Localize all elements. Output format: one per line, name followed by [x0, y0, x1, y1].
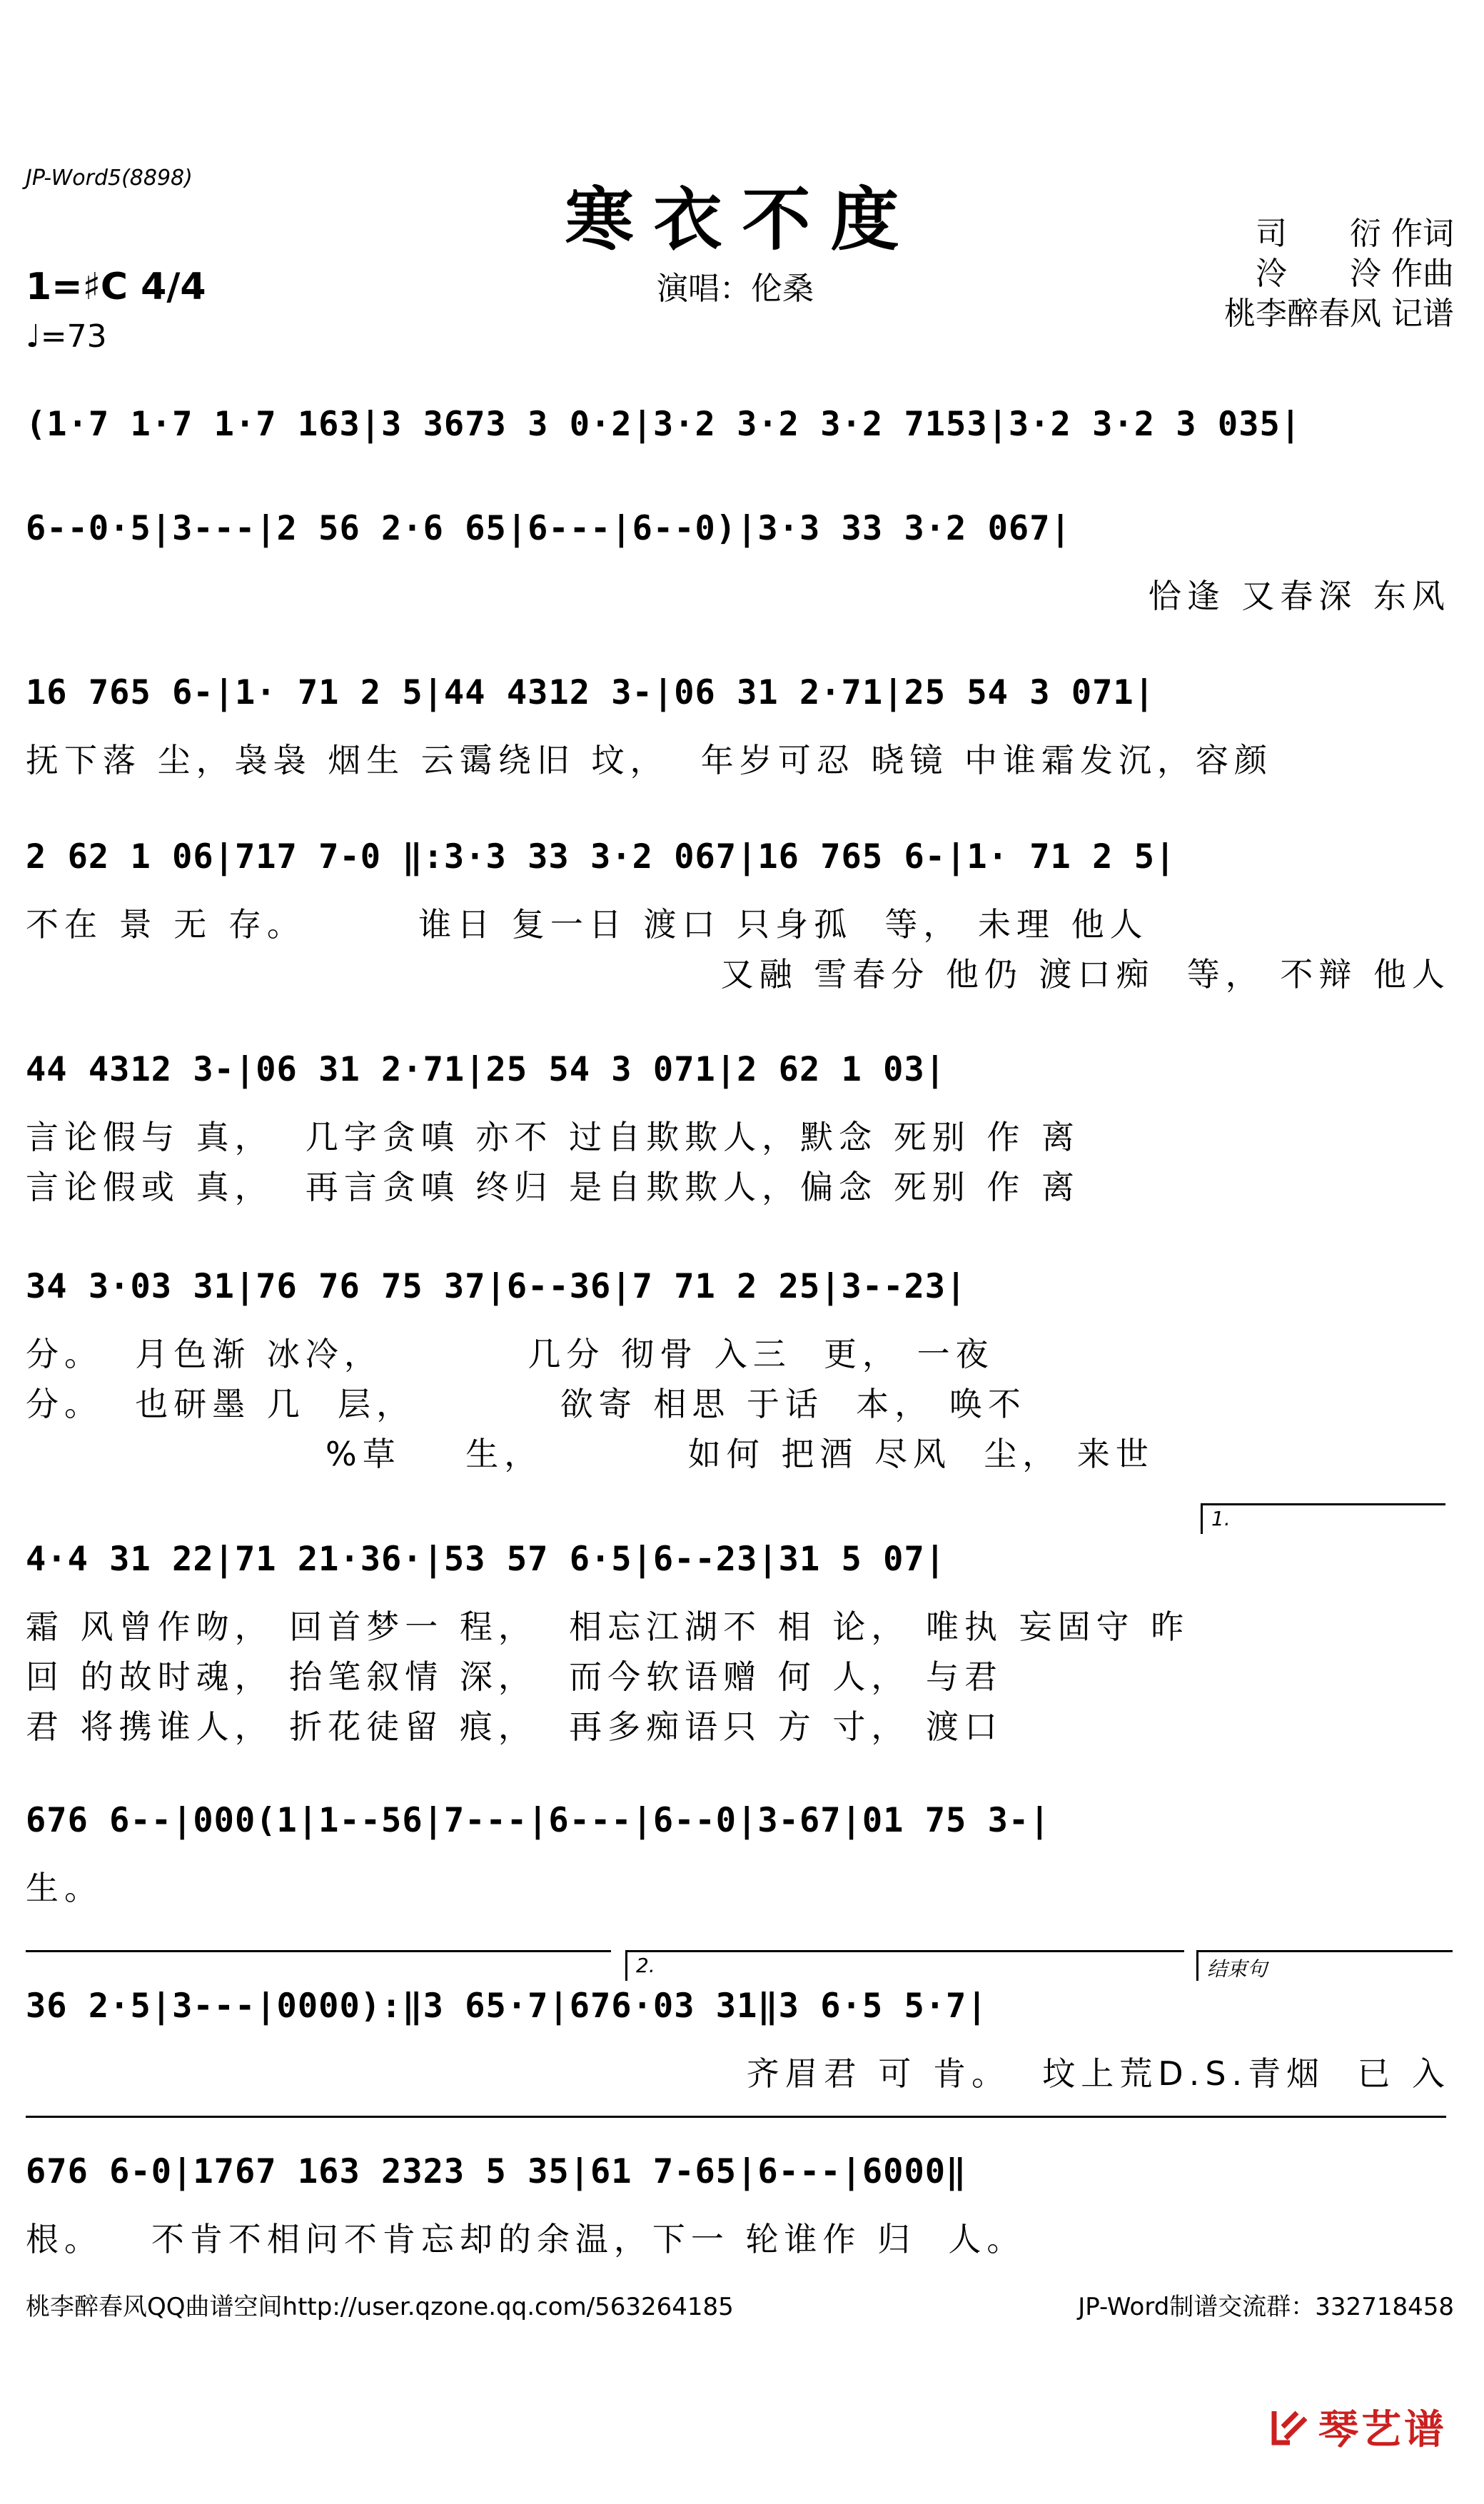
lyric-line-verse-3: %草 生， 如何 把酒 尽风 尘， 来世 — [325, 1435, 1154, 1473]
score-system-4 — [26, 832, 1450, 1004]
score-system-5 — [26, 1045, 1450, 1216]
ending-phrase-bracket — [1196, 1950, 1453, 1981]
notes-line: 676 6-0|1767 163 2323 5 35|61 7-65|6---|6000‖ — [26, 2152, 967, 2191]
song-title: 寒衣不度 — [565, 179, 919, 260]
key-signature: 1=♯C 4/4 — [26, 266, 206, 308]
notes-line: 34 3·03 31|76 76 75 37|6--36|7 71 2 25|3--23| — [26, 1267, 967, 1306]
footer-group-info: JP-Word制谱交流群：332718458 — [1078, 2293, 1454, 2321]
brand-logo — [1268, 2398, 1447, 2455]
score-system-9 — [26, 1954, 1450, 2096]
lyric-line: 根。 不肯不相问不肯忘却的余温，下一 轮谁作 归 人。 — [26, 2220, 1026, 2258]
lyric-line: 生。 — [26, 1869, 103, 1907]
score-system-2 — [26, 504, 1450, 625]
ending-phrase-bracket-continued — [26, 2116, 1446, 2146]
lyric-line-verse-1: 分。 月色渐 冰冷， 几分 彻骨 入三 更， 一夜 — [26, 1335, 994, 1373]
lyric-line: 恰逢 又春深 东风 — [1148, 577, 1450, 615]
lyric-line: 抚下落 尘，袅袅 烟生 云霭绕旧 坟， 年岁可忍 晓镜 中谁霜发沉，容颜 — [26, 741, 1273, 779]
notes-line: 4·4 31 22|71 21·36·|53 57 6·5|6--23|31 5 07| — [26, 1540, 947, 1579]
lyricist-credit: 司 衍 作词 — [1256, 216, 1454, 252]
lyric-line-verse-2: 又融 雪春分 他仍 渡口痴 等， 不辩 他人 — [720, 955, 1450, 994]
brand-logo-text: 琴艺谱 — [1318, 2407, 1447, 2453]
volta-first-ending-continued — [26, 1950, 611, 1981]
notes-line: 2 62 1 06|717 7-0 ‖:3·3 33 3·2 067|16 765 6-|1· 71 2 5| — [26, 837, 1176, 877]
volta-label: 2. — [636, 1954, 655, 1977]
brand-logo-icon — [1268, 2405, 1311, 2448]
footer-qzone-link[interactable]: 桃李醉春风QQ曲谱空间http://user.qzone.qq.com/563264185 — [26, 2293, 734, 2321]
score-system-6 — [26, 1262, 1450, 1483]
lyric-line: 齐眉君 可 肯。 坟上荒D.S.青烟 已 入 — [746, 2054, 1450, 2093]
lyric-line-verse-2: 言论假或 真， 再言贪嗔 终归 是自欺欺人，偏念 死别 作 离 — [26, 1168, 1080, 1206]
tempo-marking: ♩=73 — [26, 318, 107, 355]
notes-line: 16 765 6-|1· 71 2 5|44 4312 3-|06 31 2·71|25 54 3 071| — [26, 673, 1156, 712]
singer-credit: 演唱：伦桑 — [657, 271, 814, 307]
lyric-line-verse-2: 分。 也研墨 几 层， 欲寄 相思 于话 本， 唤不 — [26, 1385, 1026, 1423]
score-system-1 — [26, 400, 1450, 464]
notes-line: 44 4312 3-|06 31 2·71|25 54 3 071|2 62 1 03| — [26, 1050, 947, 1089]
transcriber-credit: 桃李醉春风 记谱 — [1224, 296, 1454, 332]
score-system-7 — [26, 1507, 1450, 1756]
score-system-3 — [26, 668, 1450, 789]
notes-line: (1·7 1·7 1·7 163|3 3673 3 0·2|3·2 3·2 3·2 7153|3·2 3·2 3 035| — [26, 405, 1302, 444]
lyric-line-verse-3: 君 将携谁人， 折花徒留 痕， 再多痴语只 方 寸， 渡口 — [26, 1707, 1003, 1746]
ending-phrase-label: 结束句 — [1207, 1957, 1268, 1981]
volta-second-ending — [625, 1950, 1184, 1981]
composer-credit: 泠 泠 作曲 — [1256, 256, 1454, 292]
lyric-line-verse-2: 回 的故时魂， 抬笔叙情 深， 而今软语赠 何 人， 与君 — [26, 1657, 1003, 1696]
notes-line: 36 2·5|3---|0000):‖3 65·7|676·03 31‖3 6·5 5·7| — [26, 1986, 988, 2026]
score-system-10 — [26, 2140, 1450, 2268]
volta-first-ending — [1201, 1503, 1445, 1534]
software-label: JP-Word5(8898) — [26, 166, 193, 191]
lyric-line-verse-1: 言论假与 真， 几字贪嗔 亦不 过自欺欺人，默念 死别 作 离 — [26, 1118, 1080, 1156]
volta-label: 1. — [1211, 1507, 1231, 1530]
lyric-line-verse-1: 不在 景 无 存。 谁日 复一日 渡口 只身孤 等， 未理 他人 — [26, 905, 1149, 944]
notes-line: 676 6--|000(1|1--56|7---|6---|6--0|3-67|01 75 3-| — [26, 1801, 1051, 1840]
credits-block — [1224, 214, 1454, 334]
lyric-line-verse-1: 霜 风曾作吻， 回首梦一 程， 相忘江湖不 相 论， 唯执 妄固守 昨 — [26, 1607, 1190, 1646]
score-system-8 — [26, 1796, 1450, 1917]
notes-line: 6--0·5|3---|2 56 2·6 65|6---|6--0)|3·3 33 3·2 067| — [26, 509, 1071, 548]
